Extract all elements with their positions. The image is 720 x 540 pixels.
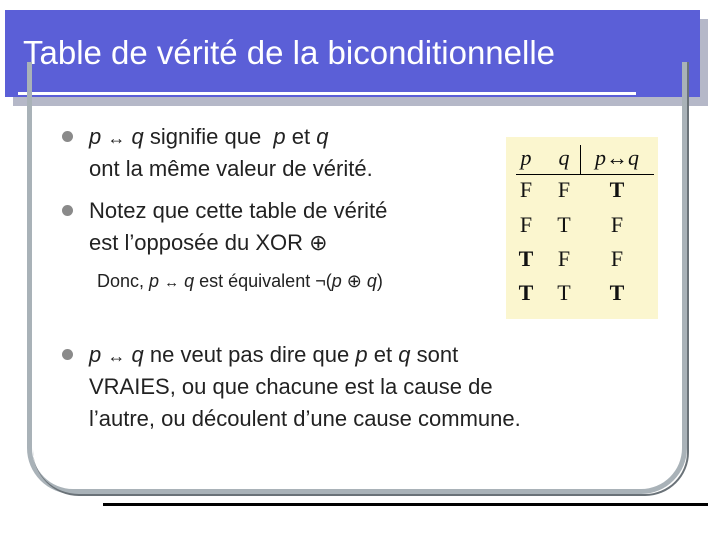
var-p: p bbox=[273, 124, 286, 149]
table-cell: T bbox=[557, 280, 571, 305]
bullet-icon bbox=[62, 131, 73, 142]
table-cell: T bbox=[518, 280, 534, 305]
bullet-1-line-1 bbox=[89, 122, 329, 153]
bullet-3-line-2: VRAIES, ou que chacune est la cause de bbox=[89, 374, 493, 399]
bullet-3-text: ne veut pas dire que bbox=[149, 342, 350, 367]
table-cell: T bbox=[557, 212, 571, 237]
table-header-p: p bbox=[520, 145, 532, 170]
word-sont: sont bbox=[416, 342, 459, 367]
truth-table bbox=[506, 137, 658, 319]
var-q: q bbox=[131, 124, 144, 149]
table-header-rule bbox=[516, 174, 654, 175]
bullet-1-text: signifie que bbox=[149, 124, 262, 149]
bullet-icon bbox=[62, 205, 73, 216]
biconditional-symbol: ↔ bbox=[107, 128, 126, 148]
bullet-1-line-2: ont la même valeur de vérité. bbox=[89, 156, 373, 181]
var-p: p bbox=[89, 342, 102, 367]
var-p: p bbox=[355, 342, 368, 367]
var-p: p bbox=[331, 271, 342, 291]
table-cell: F bbox=[557, 246, 571, 271]
table-cell: F bbox=[557, 177, 571, 202]
table-cell: F bbox=[610, 212, 624, 237]
bullet-2-line-1: Notez que cette table de vérité bbox=[89, 198, 388, 223]
var-p: p bbox=[149, 271, 160, 291]
bullet-2-line-2 bbox=[89, 228, 328, 257]
conjunction-et: et bbox=[373, 342, 393, 367]
table-column-rule bbox=[580, 145, 581, 175]
table-header-q: q bbox=[558, 145, 570, 170]
table-cell: F bbox=[519, 212, 533, 237]
conjunction-et: et bbox=[291, 124, 311, 149]
var-p: p bbox=[89, 124, 102, 149]
table-cell: F bbox=[519, 177, 533, 202]
table-cell: T bbox=[609, 280, 625, 305]
bullet-3-line-1 bbox=[89, 340, 458, 371]
table-cell: T bbox=[609, 177, 625, 202]
bullet-3-line-3: l’autre, ou découlent d’une cause commune. bbox=[89, 406, 521, 431]
sub-text: est équivalent ¬( bbox=[199, 271, 332, 291]
bullet-icon bbox=[62, 349, 73, 360]
table-cell: T bbox=[518, 246, 534, 271]
var-q: q bbox=[184, 271, 195, 291]
table-header-biconditional: p↔q bbox=[595, 145, 639, 170]
xor-symbol: ⊕ bbox=[346, 271, 362, 291]
var-q: q bbox=[398, 342, 411, 367]
slide-title: Table de vérité de la biconditionnelle bbox=[23, 34, 556, 71]
biconditional-symbol: ↔ bbox=[107, 346, 126, 366]
var-q: q bbox=[366, 271, 377, 291]
table-cell: F bbox=[610, 246, 624, 271]
bullet-2-text: est l’opposée du XOR bbox=[89, 230, 304, 255]
sub-point bbox=[97, 270, 383, 294]
var-q: q bbox=[131, 342, 144, 367]
var-q: q bbox=[316, 124, 329, 149]
biconditional-symbol: ↔ bbox=[164, 274, 180, 291]
close-paren: ) bbox=[376, 271, 383, 291]
xor-symbol: ⊕ bbox=[309, 230, 328, 255]
bottom-rule bbox=[103, 503, 708, 506]
sub-donc: Donc, bbox=[97, 271, 145, 291]
